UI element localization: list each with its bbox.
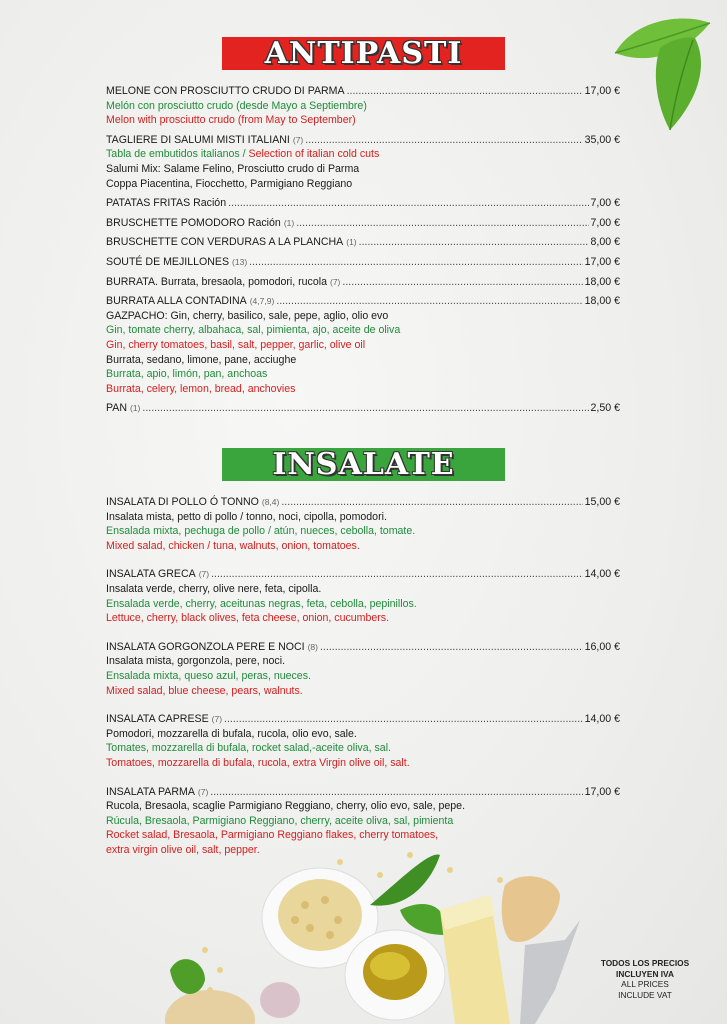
allergen-codes: (13) <box>232 256 248 267</box>
section-header-insalate <box>222 448 505 481</box>
menu-item-header <box>106 567 620 582</box>
allergen-codes: (8,4) <box>261 497 280 507</box>
dot-leader <box>347 84 583 99</box>
description-text: Burrata, sedano, limone, pane, acciughe <box>106 353 297 366</box>
dot-leader <box>359 235 589 250</box>
item-description-line <box>106 611 620 626</box>
menu-item-header <box>106 235 620 250</box>
menu-item-header <box>106 196 620 211</box>
dot-leader <box>228 196 588 211</box>
item-name: BURRATA. Burrata, bresaola, pomodori, rucola <box>106 275 327 288</box>
allergen-codes: (4,7,9) <box>249 296 275 307</box>
allergen-codes: (8) <box>307 641 318 652</box>
menu-item <box>106 216 620 231</box>
allergen-codes: (7) <box>330 276 341 287</box>
menu-item <box>106 567 620 625</box>
item-description-line <box>106 524 620 539</box>
item-price: 7,00 € <box>590 197 620 210</box>
description-text: Rúcula, Bresaola, Parmigiano Reggiano, cherry, aceite oliva, sal, pimienta <box>106 814 454 827</box>
allergen-codes: (7) <box>292 134 304 145</box>
description-text: Insalata verde, cherry, olive nere, feta, cipolla. <box>106 582 322 595</box>
allergen-codes: (1) <box>346 237 357 248</box>
item-name: INSALATA CAPRESE <box>106 713 209 726</box>
menu-item <box>106 255 620 270</box>
description-text: Burrata, apio, limón, pan, anchoas <box>106 368 268 381</box>
item-description-line <box>106 309 620 324</box>
menu-item-header <box>106 133 620 148</box>
allergen-codes: (7) <box>211 714 223 725</box>
description-text: Insalata mista, petto di pollo / tonno, noci, cipolla, pomodori. <box>106 510 387 523</box>
item-description-line <box>106 669 620 684</box>
menu-item <box>106 712 620 770</box>
dot-leader <box>249 255 582 270</box>
description-text: Salumi Mix: Salame Felino, Prosciutto crudo di Parma <box>106 162 360 175</box>
item-description-line <box>106 799 620 814</box>
item-name: INSALATA GORGONZOLA PERE E NOCI <box>106 640 305 653</box>
item-description-line <box>106 654 620 669</box>
item-price: 16,00 € <box>584 640 620 653</box>
menu-item <box>106 294 620 396</box>
allergen-codes: (1) <box>283 217 295 228</box>
item-price: 18,00 € <box>584 275 620 288</box>
description-text: Selection of italian cold cuts <box>248 148 380 161</box>
item-description-line <box>106 814 620 829</box>
menu-item <box>106 84 620 128</box>
vat-note-en-2: INCLUDE VAT <box>618 989 672 1000</box>
menu-item <box>106 133 620 191</box>
dot-leader <box>276 294 582 309</box>
vat-notice <box>590 958 700 1000</box>
vat-note-en-1: ALL PRICES <box>621 979 669 989</box>
menu-item <box>106 401 620 416</box>
menu-item <box>106 275 620 290</box>
description-text: Mixed salad, chicken / tuna, walnuts, onion, tomatoes. <box>106 539 360 552</box>
description-text: Tomates, mozzarella di bufala, rocket salad,-aceite oliva, sal. <box>106 742 391 755</box>
description-text: Tomatoes, mozzarella di bufala, rucola, extra Virgin olive oil, salt. <box>106 756 410 769</box>
item-name: INSALATA GRECA <box>106 568 196 581</box>
allergen-codes: (1) <box>130 403 141 414</box>
item-description-line <box>106 597 620 612</box>
section-header-antipasti <box>222 37 505 70</box>
item-description-line <box>106 99 620 114</box>
vat-note-es-1: TODOS LOS PRECIOS <box>600 958 690 968</box>
menu-item-header <box>106 294 620 309</box>
dot-leader <box>320 640 583 655</box>
menu-item-header <box>106 495 620 510</box>
item-description-line <box>106 756 620 771</box>
dot-leader <box>305 133 582 148</box>
item-price: 17,00 € <box>584 255 620 268</box>
item-price: 17,00 € <box>584 85 620 97</box>
item-description-line <box>106 323 620 338</box>
item-name: BURRATA ALLA CONTADINA <box>106 295 247 308</box>
item-price: 14,00 € <box>584 568 620 581</box>
menu-item <box>106 495 620 553</box>
description-text: Gin, cherry tomatoes, basil, salt, pepper, garlic, olive oil <box>106 338 366 351</box>
insalate-list <box>106 495 620 871</box>
item-description-line <box>106 539 620 554</box>
description-text: Burrata, celery, lemon, bread, anchovies <box>106 382 296 395</box>
description-text: Ensalada mixta, pechuga de pollo / atún, nueces, cebolla, tomate. <box>106 525 416 538</box>
description-text: extra virgin olive oil, salt, pepper. <box>106 843 260 856</box>
item-price: 8,00 € <box>590 236 620 249</box>
item-description-line <box>106 510 620 525</box>
item-description-line <box>106 162 620 177</box>
item-name: SOUTÉ DE MEJILLONES <box>106 255 230 268</box>
item-description-line <box>106 582 620 597</box>
section-title: INSALATE <box>272 447 455 482</box>
menu-item-header <box>106 275 620 290</box>
item-description-line <box>106 684 620 699</box>
allergen-codes: (7) <box>198 569 210 580</box>
description-text: Pomodori, mozzarella di bufala, rucola, olio evo, sale. <box>106 727 357 740</box>
dot-leader <box>296 216 588 231</box>
item-name: PAN <box>106 402 127 415</box>
item-price: 35,00 € <box>584 133 620 146</box>
item-name: INSALATA DI POLLO Ó TONNO <box>106 496 259 508</box>
item-price: 18,00 € <box>584 295 620 308</box>
section-title: ANTIPASTI <box>264 36 463 71</box>
food-illustration <box>110 840 590 1024</box>
description-text: Lettuce, cherry, black olives, feta cheese, onion, cucumbers. <box>106 612 390 625</box>
description-text: Ensalada mixta, queso azul, peras, nueces. <box>106 669 311 682</box>
description-text: GAZPACHO: Gin, cherry, basilico, sale, pepe, aglio, olio evo <box>106 309 389 322</box>
description-text: Gin, tomate cherry, albahaca, sal, pimienta, ajo, aceite de oliva <box>106 324 401 337</box>
item-description-line <box>106 727 620 742</box>
item-name: BRUSCHETTE POMODORO Ración <box>106 216 281 229</box>
description-text: Ensalada verde, cherry, aceitunas negras, feta, cebolla, pepinillos. <box>106 597 417 610</box>
item-description-line <box>106 353 620 368</box>
description-text: Coppa Piacentina, Fiocchetto, Parmigiano Reggiano <box>106 177 353 190</box>
item-name: INSALATA PARMA <box>106 785 195 798</box>
item-price: 17,00 € <box>584 785 620 798</box>
item-description-line <box>106 147 620 162</box>
description-text: Melon with prosciutto crudo (from May to September) <box>106 114 356 127</box>
menu-item <box>106 196 620 211</box>
item-name: TAGLIERE DI SALUMI MISTI ITALIANI <box>106 133 290 146</box>
dot-leader <box>342 275 582 290</box>
item-name: BRUSCHETTE CON VERDURAS A LA PLANCHA <box>106 236 344 249</box>
description-text: Rucola, Bresaola, scaglie Parmigiano Reggiano, cherry, olio evo, sale, pepe. <box>106 800 466 813</box>
description-text: Tabla de embutidos italianos / <box>106 148 249 161</box>
menu-item-header <box>106 712 620 727</box>
vat-note-es-2: INCLUYEN IVA <box>616 968 674 979</box>
dot-leader <box>281 495 582 510</box>
item-price: 15,00 € <box>584 496 620 508</box>
item-description-line <box>106 338 620 353</box>
menu-item-header <box>106 216 620 231</box>
item-description-line <box>106 741 620 756</box>
item-description-line <box>106 113 620 128</box>
menu-item <box>106 640 620 698</box>
description-text: Mixed salad, blue cheese, pears, walnuts. <box>106 684 303 697</box>
menu-item-header <box>106 84 620 99</box>
item-price: 2,50 € <box>590 402 620 415</box>
dot-leader <box>224 712 583 727</box>
description-text: Insalata mista, gorgonzola, pere, noci. <box>106 655 286 668</box>
item-description-line <box>106 177 620 192</box>
menu-item-header <box>106 255 620 270</box>
antipasti-list <box>106 84 620 421</box>
menu-item-header <box>106 401 620 416</box>
item-name: MELONE CON PROSCIUTTO CRUDO DI PARMA <box>106 85 345 97</box>
description-text: Melón con prosciutto crudo (desde Mayo a Septiembre) <box>106 99 367 112</box>
item-price: 14,00 € <box>584 713 620 726</box>
menu-item-header <box>106 785 620 800</box>
description-text: Rocket salad, Bresaola, Parmigiano Reggiano flakes, cherry tomatoes, <box>106 829 439 842</box>
item-description-line <box>106 367 620 382</box>
item-description-line <box>106 382 620 397</box>
item-name: PATATAS FRITAS Ración <box>106 197 227 210</box>
item-price: 7,00 € <box>590 216 620 229</box>
basil-leaves-decoration <box>605 8 715 133</box>
menu-item <box>106 235 620 250</box>
menu-item-header <box>106 640 620 655</box>
dot-leader <box>211 567 583 582</box>
dot-leader <box>210 785 582 800</box>
allergen-codes: (7) <box>197 786 209 797</box>
dot-leader <box>142 401 588 416</box>
